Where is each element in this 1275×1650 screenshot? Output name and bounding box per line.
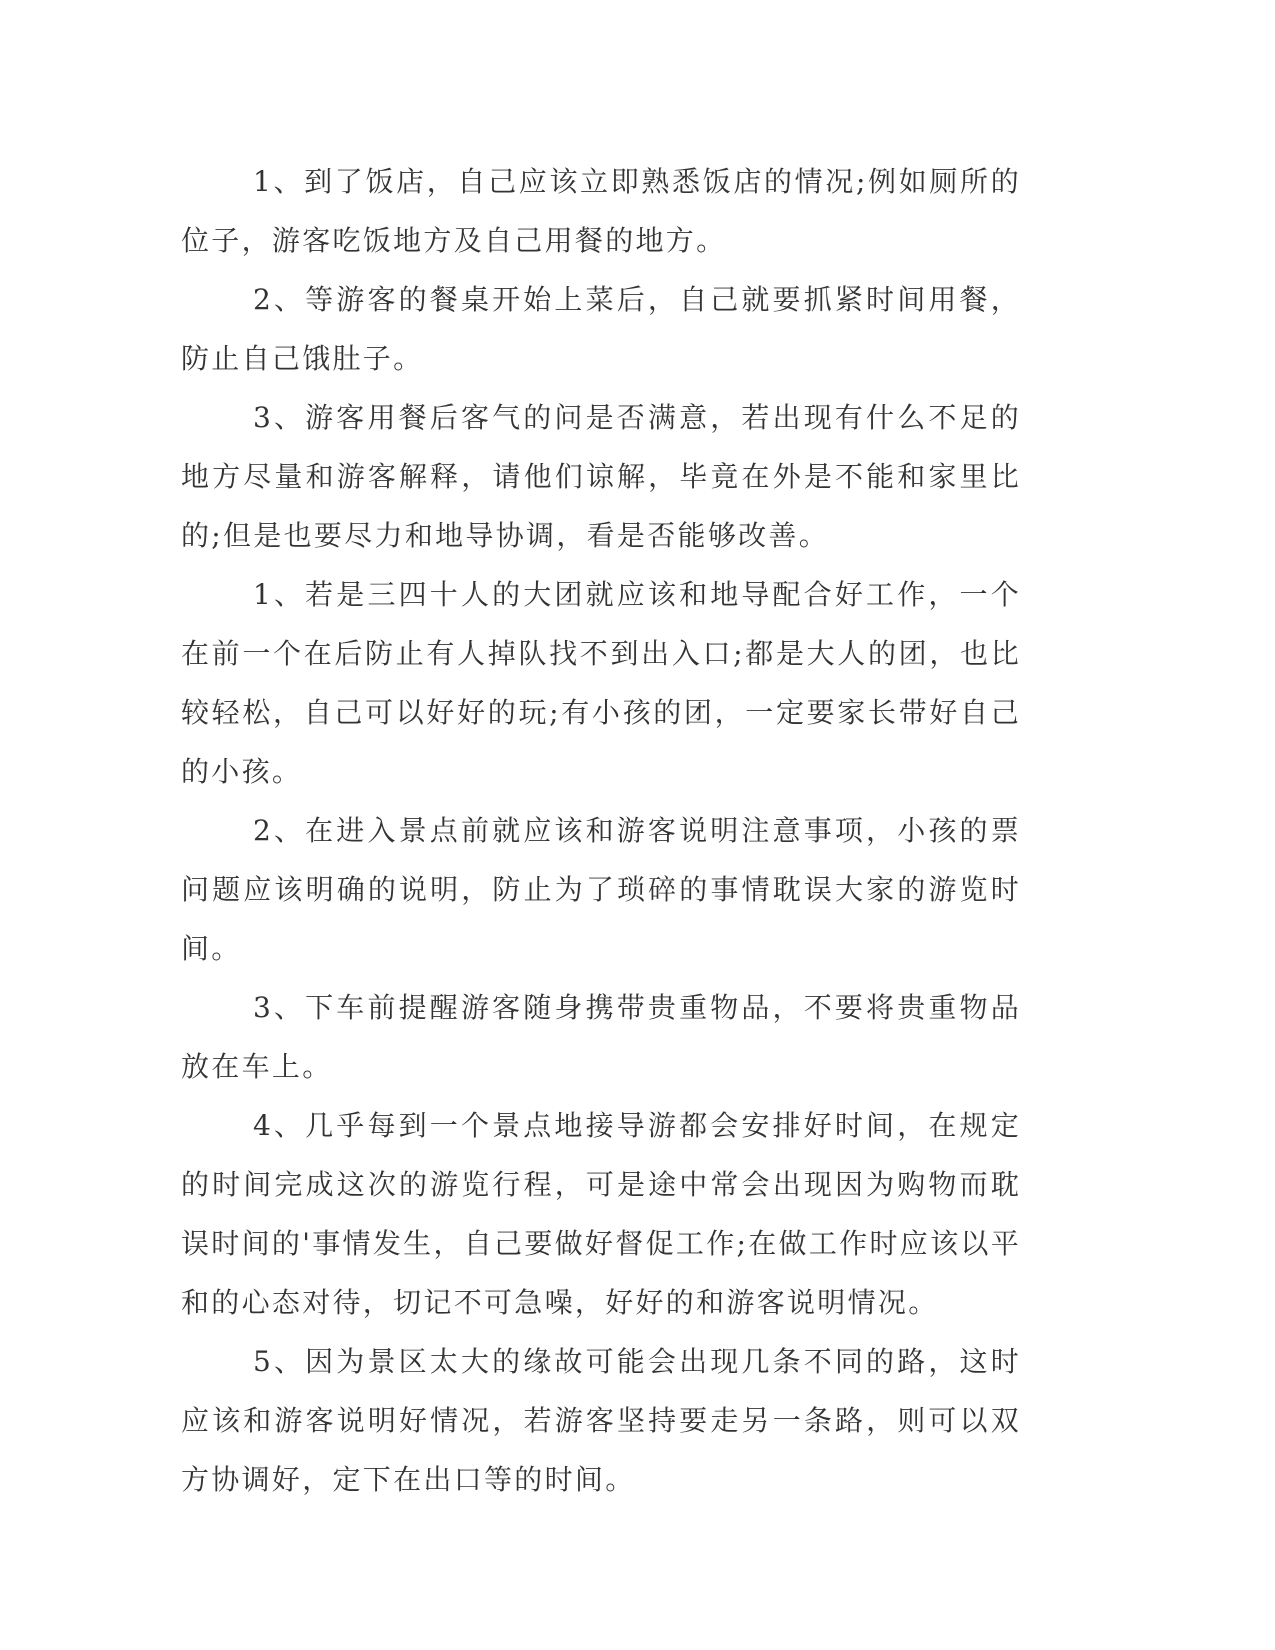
body-text [181, 152, 1021, 1509]
paragraph-sightseeing-1: 1、若是三四十人的大团就应该和地导配合好工作，一个在前一个在后防止有人掉队找不到出入口;都是大人的团，也比较轻松，自己可以好好的玩;有小孩的团，一定要家长带好自己的小孩。 [181, 578, 1021, 788]
paragraph-restaurant-1: 1、到了饭店，自己应该立即熟悉饭店的情况;例如厕所的位子，游客吃饭地方及自己用餐的地方。 [181, 165, 1021, 257]
paragraph-sightseeing-5: 5、因为景区太大的缘故可能会出现几条不同的路，这时应该和游客说明好情况，若游客坚持要走另一条路，则可以双方协调好，定下在出口等的时间。 [181, 1345, 1021, 1496]
paragraph-restaurant-3: 3、游客用餐后客气的问是否满意，若出现有什么不足的地方尽量和游客解释，请他们谅解，毕竟在外是不能和家里比的;但是也要尽力和地导协调，看是否能够改善。 [181, 401, 1021, 552]
paragraph-sightseeing-2: 2、在进入景点前就应该和游客说明注意事项，小孩的票问题应该明确的说明，防止为了琐碎的事情耽误大家的游览时间。 [181, 814, 1021, 965]
paragraph-sightseeing-4: 4、几乎每到一个景点地接导游都会安排好时间，在规定的时间完成这次的游览行程，可是途中常会出现因为购物而耽误时间的'事情发生，自己要做好督促工作;在做工作时应该以平和的心态对待，切记不可急噪，好好的和游客说明情况。 [181, 1109, 1021, 1319]
paragraph-restaurant-2: 2、等游客的餐桌开始上菜后，自己就要抓紧时间用餐，防止自己饿肚子。 [181, 283, 1021, 375]
paragraph-sightseeing-3: 3、下车前提醒游客随身携带贵重物品，不要将贵重物品放在车上。 [181, 991, 1021, 1083]
